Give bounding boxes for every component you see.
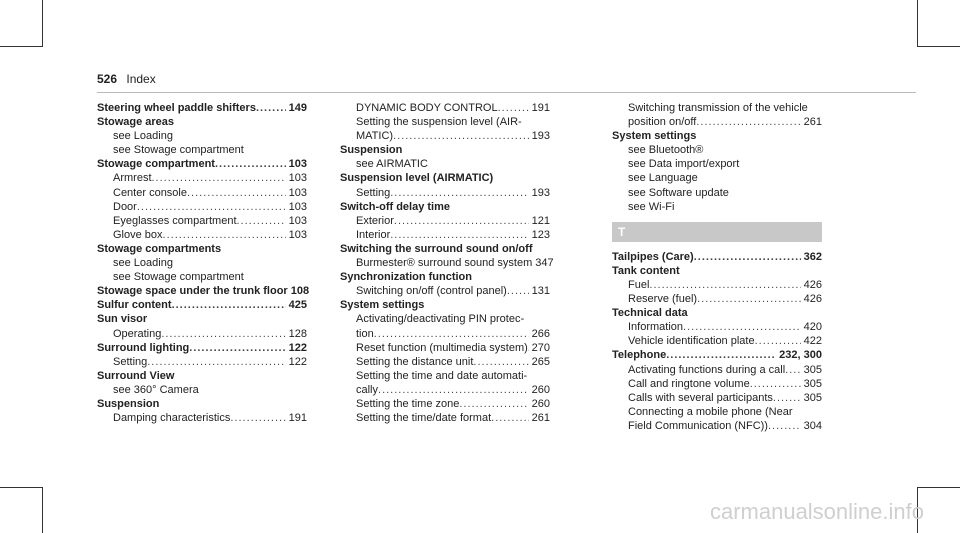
crop-mark bbox=[917, 0, 918, 47]
entry-term: Stowage areas bbox=[97, 116, 175, 129]
entry-term: Setting the suspension level (AIR- bbox=[356, 116, 522, 129]
watermark: carmanualsonline.info bbox=[709, 499, 924, 524]
dot-leader bbox=[172, 298, 286, 312]
dot-leader bbox=[187, 186, 286, 200]
dot-leader bbox=[161, 327, 285, 341]
index-entry bbox=[340, 101, 550, 115]
index-entry bbox=[612, 264, 822, 278]
entry-term: tion bbox=[356, 327, 374, 340]
index-entry bbox=[97, 115, 307, 129]
entry-term: Center console bbox=[113, 186, 187, 199]
dot-leader bbox=[773, 391, 801, 405]
entry-term: Vehicle identification plate bbox=[628, 335, 755, 348]
index-entry bbox=[340, 327, 550, 341]
index-entry bbox=[612, 278, 822, 292]
dot-leader bbox=[768, 419, 801, 433]
crop-mark bbox=[918, 46, 960, 47]
page-reference: 347 bbox=[535, 257, 554, 270]
dot-leader bbox=[215, 157, 286, 171]
entry-term: Surround View bbox=[97, 369, 175, 382]
entry-term: Switching on/off (control panel) bbox=[356, 285, 507, 298]
entry-term: see Wi-Fi bbox=[628, 200, 675, 213]
index-entry bbox=[97, 327, 307, 341]
entry-term: see 360° Camera bbox=[113, 383, 199, 396]
page-reference: 128 bbox=[288, 327, 307, 340]
page-reference: 149 bbox=[288, 102, 307, 114]
entry-term: DYNAMIC BODY CONTROL bbox=[356, 102, 498, 114]
page-reference: 108 bbox=[290, 285, 310, 298]
index-entry bbox=[97, 186, 307, 200]
index-entry bbox=[340, 312, 550, 326]
index-entries-t bbox=[612, 250, 822, 433]
index-entry bbox=[340, 115, 550, 129]
page-reference: 304 bbox=[803, 419, 822, 432]
page-reference: 121 bbox=[531, 214, 550, 227]
entry-term: see Stowage compartment bbox=[113, 271, 244, 284]
page-reference: 270 bbox=[531, 341, 550, 354]
entry-term: Synchronization function bbox=[340, 271, 472, 284]
entry-term: position on/off bbox=[628, 116, 697, 129]
dot-leader bbox=[785, 363, 800, 377]
entry-term: Information bbox=[628, 321, 684, 334]
section-letter-header: T bbox=[612, 222, 822, 242]
entry-term: Stowage compartment bbox=[97, 158, 215, 171]
index-entry bbox=[97, 228, 307, 242]
crop-mark bbox=[42, 0, 43, 47]
index-entry bbox=[97, 312, 307, 326]
index-entry bbox=[97, 129, 307, 143]
dot-leader bbox=[491, 411, 529, 425]
index-entry bbox=[612, 363, 822, 377]
entry-term: Switching the surround sound on/off bbox=[340, 242, 533, 255]
crop-mark bbox=[0, 487, 42, 488]
page-reference: 103 bbox=[288, 214, 307, 227]
index-entry bbox=[97, 143, 307, 157]
entry-term: Call and ringtone volume bbox=[628, 377, 750, 390]
entry-term: Switch-off delay time bbox=[340, 200, 451, 213]
entry-term: Stowage compartments bbox=[97, 242, 222, 255]
index-entry bbox=[612, 115, 822, 129]
page-number: 526 bbox=[97, 72, 118, 86]
entry-term: System settings bbox=[340, 299, 425, 312]
index-entry bbox=[97, 341, 307, 355]
dot-leader bbox=[147, 355, 285, 369]
page-reference: 261 bbox=[803, 116, 822, 129]
entry-term: MATIC) bbox=[356, 130, 394, 143]
entry-term: Eyeglasses compartment bbox=[113, 214, 237, 227]
entry-term: Suspension bbox=[340, 144, 403, 157]
entry-term: Door bbox=[113, 200, 137, 213]
dot-leader bbox=[649, 278, 800, 292]
dot-leader bbox=[750, 377, 801, 391]
dot-leader bbox=[696, 115, 800, 129]
dot-leader bbox=[374, 327, 529, 341]
crop-mark bbox=[918, 487, 960, 488]
index-entry bbox=[97, 383, 307, 397]
dot-leader bbox=[666, 348, 776, 362]
crop-mark bbox=[42, 487, 43, 533]
page-reference: 103 bbox=[288, 200, 307, 213]
entry-term: Suspension level (AIRMATIC) bbox=[340, 172, 494, 185]
entry-term: see Loading bbox=[113, 257, 173, 270]
index-entry bbox=[612, 377, 822, 391]
page-reference: 131 bbox=[531, 285, 550, 298]
entry-term: Setting bbox=[113, 355, 148, 368]
entry-term: Setting the time zone bbox=[356, 397, 460, 410]
page-reference: 191 bbox=[531, 102, 550, 114]
index-entry bbox=[612, 200, 822, 214]
index-entry bbox=[612, 101, 822, 115]
entry-term: Tank content bbox=[612, 264, 680, 277]
page-reference: 362 bbox=[803, 250, 822, 263]
index-entry bbox=[612, 143, 822, 157]
page-reference: 123 bbox=[531, 228, 550, 241]
index-entry bbox=[612, 171, 822, 185]
entry-term: see Language bbox=[628, 172, 698, 185]
entry-term: Surround lighting bbox=[97, 341, 190, 354]
entry-term: Sun visor bbox=[97, 313, 148, 326]
index-entry bbox=[340, 171, 550, 185]
index-entry bbox=[97, 200, 307, 214]
dot-leader bbox=[163, 228, 286, 242]
index-entry bbox=[340, 411, 550, 425]
entry-term: Setting the time and date automati- bbox=[356, 369, 528, 382]
page-reference: 103 bbox=[288, 228, 307, 241]
page-reference: 260 bbox=[531, 397, 550, 410]
index-entry bbox=[612, 405, 822, 419]
dot-leader bbox=[755, 334, 801, 348]
dot-leader bbox=[390, 228, 528, 242]
page-reference: 122 bbox=[288, 341, 307, 354]
page-reference: 422 bbox=[803, 335, 822, 348]
dot-leader bbox=[152, 171, 286, 185]
index-entry bbox=[612, 250, 822, 264]
entry-term: Armrest bbox=[113, 172, 152, 185]
entry-term: Connecting a mobile phone (Near bbox=[628, 405, 793, 418]
index-entry bbox=[340, 256, 554, 270]
index-entry bbox=[97, 242, 307, 256]
page-reference: 266 bbox=[531, 327, 550, 340]
page-reference: 103 bbox=[288, 158, 307, 171]
page-reference: 191 bbox=[288, 412, 307, 425]
index-entries-s bbox=[612, 101, 822, 214]
dot-leader bbox=[378, 383, 529, 397]
entry-term: see Bluetooth® bbox=[628, 144, 704, 157]
page-reference: 122 bbox=[288, 355, 307, 368]
index-entry bbox=[97, 411, 307, 425]
index-entry bbox=[97, 369, 307, 383]
index-entry bbox=[340, 129, 550, 143]
entry-term: see Stowage compartment bbox=[113, 144, 244, 157]
page-reference: 305 bbox=[803, 363, 822, 376]
entry-term: Calls with several participants bbox=[628, 391, 773, 404]
index-entry bbox=[340, 242, 550, 256]
entry-term: Activating functions during a call bbox=[628, 363, 786, 376]
dot-leader bbox=[697, 292, 801, 306]
index-column-3 bbox=[612, 101, 822, 433]
index-entry bbox=[97, 284, 310, 298]
entry-term: Technical data bbox=[612, 307, 688, 320]
index-entry bbox=[97, 101, 307, 115]
index-entry bbox=[340, 397, 550, 411]
dot-leader bbox=[498, 101, 529, 115]
page-reference: 426 bbox=[803, 293, 822, 306]
index-entry bbox=[340, 383, 550, 397]
index-entry bbox=[612, 334, 822, 348]
index-entry bbox=[340, 143, 550, 157]
entry-term: Sulfur content bbox=[97, 299, 172, 312]
page-reference: 420 bbox=[803, 321, 822, 334]
page-reference: 425 bbox=[288, 299, 307, 312]
index-column-1 bbox=[97, 101, 310, 425]
index-entry bbox=[97, 157, 307, 171]
index-entry bbox=[340, 369, 550, 383]
index-entry bbox=[612, 129, 822, 143]
entry-term: Switching transmission of the vehicle bbox=[628, 102, 808, 114]
page-reference: 261 bbox=[531, 412, 550, 425]
dot-leader bbox=[683, 320, 801, 334]
entry-term: Setting bbox=[356, 186, 391, 199]
index-entry bbox=[612, 391, 822, 405]
index-entry bbox=[97, 214, 307, 228]
index-entry bbox=[340, 228, 550, 242]
index-entry bbox=[612, 157, 822, 171]
index-entry bbox=[340, 157, 550, 171]
index-entry bbox=[612, 320, 822, 334]
entry-term: Reserve (fuel) bbox=[628, 293, 698, 306]
dot-leader bbox=[137, 200, 286, 214]
dot-leader bbox=[473, 355, 528, 369]
index-entry bbox=[97, 298, 307, 312]
dot-leader bbox=[230, 411, 285, 425]
page-reference: 426 bbox=[803, 278, 822, 291]
index-entry bbox=[340, 341, 550, 355]
index-entry bbox=[340, 270, 550, 284]
entry-term: see AIRMATIC bbox=[356, 158, 428, 171]
dot-leader bbox=[189, 341, 285, 355]
page-reference: 260 bbox=[531, 383, 550, 396]
entry-term: Field Communication (NFC)) bbox=[628, 419, 768, 432]
entry-term: see Software update bbox=[628, 186, 729, 199]
index-entry bbox=[97, 171, 307, 185]
entry-term: Activating/deactivating PIN protec- bbox=[356, 313, 525, 326]
page-reference: 305 bbox=[803, 391, 822, 404]
entry-term: Interior bbox=[356, 228, 391, 241]
entry-term: Operating bbox=[113, 327, 162, 340]
dot-leader bbox=[694, 250, 801, 264]
index-entry bbox=[97, 256, 307, 270]
index-entry bbox=[97, 270, 307, 284]
dot-leader bbox=[507, 284, 529, 298]
entry-term: Telephone bbox=[612, 349, 667, 362]
entry-term: Steering wheel paddle shifters bbox=[97, 102, 256, 114]
entry-term: Tailpipes (Care) bbox=[612, 250, 694, 263]
index-entry bbox=[612, 306, 822, 320]
dot-leader bbox=[390, 186, 528, 200]
index-entry bbox=[340, 214, 550, 228]
index-entry bbox=[97, 397, 307, 411]
crop-mark bbox=[0, 46, 42, 47]
entry-term: Setting the distance unit bbox=[356, 355, 474, 368]
index-entry bbox=[612, 419, 822, 433]
dot-leader bbox=[393, 129, 529, 143]
entry-term: Fuel bbox=[628, 278, 650, 291]
page-reference: 305 bbox=[803, 377, 822, 390]
entry-term: see Data import/export bbox=[628, 158, 740, 171]
index-entry bbox=[340, 298, 550, 312]
section-title: Index bbox=[126, 72, 156, 86]
index-entry bbox=[97, 355, 307, 369]
index-column-2 bbox=[340, 101, 554, 425]
page-reference: 232, 300 bbox=[779, 349, 822, 362]
entry-term: Exterior bbox=[356, 214, 394, 227]
header-divider bbox=[97, 92, 916, 93]
index-entry bbox=[340, 284, 550, 298]
page-reference: 193 bbox=[531, 186, 550, 199]
page-reference: 103 bbox=[288, 172, 307, 185]
entry-term: Burmester® surround sound system bbox=[356, 257, 533, 270]
index-entry bbox=[340, 186, 550, 200]
index-entry bbox=[340, 200, 550, 214]
index-entry bbox=[612, 292, 822, 306]
entry-term: Setting the time/date format bbox=[356, 412, 492, 425]
dot-leader bbox=[394, 214, 529, 228]
entry-term: Suspension bbox=[97, 397, 160, 410]
index-entry bbox=[612, 348, 822, 362]
dot-leader bbox=[459, 397, 528, 411]
entry-term: Damping characteristics bbox=[113, 412, 231, 425]
index-entry bbox=[340, 355, 550, 369]
entry-term: Stowage space under the trunk floor bbox=[97, 285, 288, 298]
entry-term: see Loading bbox=[113, 130, 173, 143]
entry-term: Reset function (multimedia system) bbox=[356, 341, 528, 354]
page-reference: 193 bbox=[531, 130, 550, 143]
dot-leader bbox=[256, 101, 286, 115]
entry-term: cally bbox=[356, 383, 379, 396]
index-entry bbox=[612, 186, 822, 200]
page-header bbox=[97, 72, 156, 86]
entry-term: System settings bbox=[612, 130, 697, 143]
dot-leader bbox=[237, 214, 286, 228]
page-reference: 265 bbox=[531, 355, 550, 368]
entry-term: Glove box bbox=[113, 228, 163, 241]
page-reference: 103 bbox=[288, 186, 307, 199]
